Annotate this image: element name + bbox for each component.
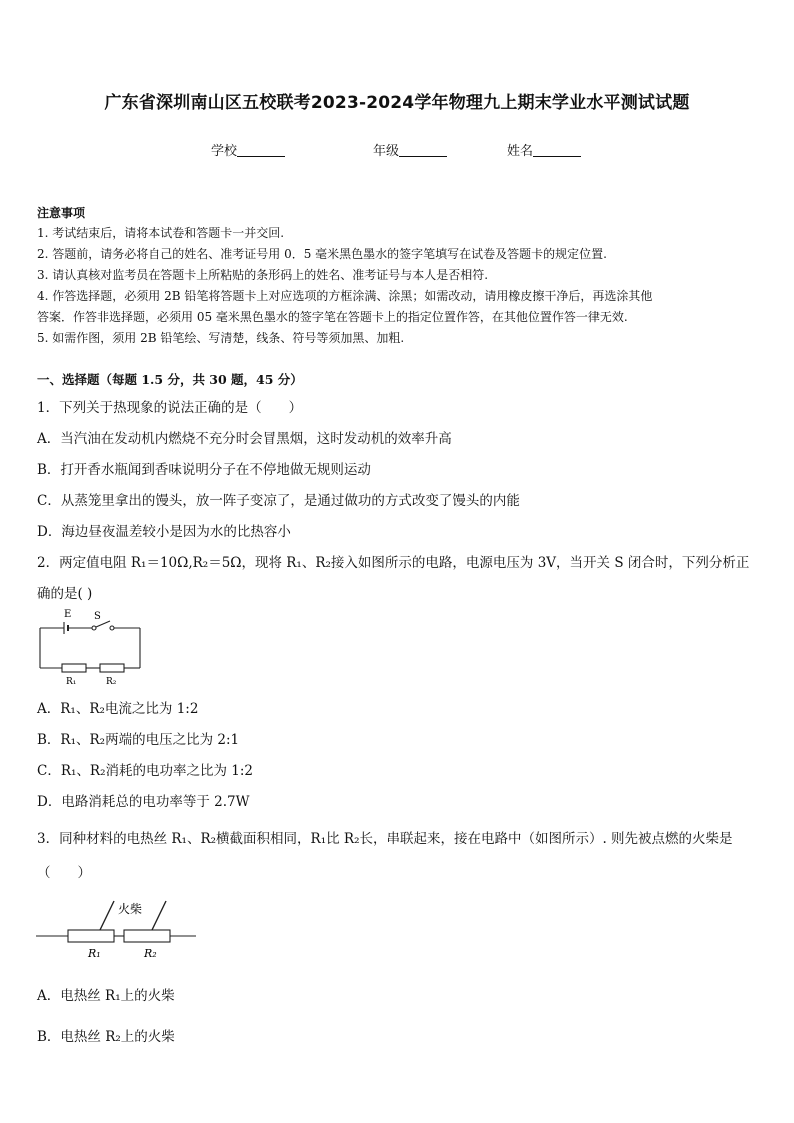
q1-option-a: A．当汽油在发动机内燃烧不充分时会冒黑烟，这时发动机的效率升高 [37,431,452,447]
notes-item: 3. 请认真核对监考员在答题卡上所粘贴的条形码上的姓名、准考证号与本人是否相符. [37,268,489,282]
q3-option-a: A．电热丝 R₁上的火柴 [37,988,175,1004]
q2-option-a: A．R₁、R₂电流之比为 1:2 [37,701,199,717]
q2-circuit-diagram [36,606,146,688]
q2-option-d: D．电路消耗总的电功率等于 2.7W [37,794,250,810]
q2-stem: 2．两定值电阻 R₁＝10Ω,R₂＝5Ω，现将 R₁、R₂接入如图所示的电路，电源电压为 3V，当开关 S 闭合时，下列分析正 [37,555,750,571]
resistor-r1 [62,664,86,672]
r1-label: R₁ [88,947,101,960]
school-field [211,140,285,159]
name-field [507,140,581,159]
grade-label: 年级 [373,144,400,159]
notes-item: 4. 作答选择题，必须用 2B 铅笔将答题卡上对应选项的方框涂满、涂黑；如需改动，请用橡皮擦干净后，再选涂其他 [37,289,653,303]
switch-contact [92,626,96,630]
q1-option-d: D．海边昼夜温差较小是因为水的比热容小 [37,524,291,540]
r2-label: R₂ [144,947,157,960]
grade-blank [399,143,447,157]
q3-stem: 3．同种材料的电热丝 R₁、R₂横截面积相同，R₁比 R₂长，串联起来，接在电路中（如图所示）. 则先被点燃的火柴是 [37,831,733,847]
q3-stem-cont: （ ） [37,865,91,881]
resistor-r2 [100,664,124,672]
notes-item: 1. 考试结束后，请将本试卷和答题卡一并交回. [37,226,285,240]
heating-wire-r1 [68,930,114,942]
school-label: 学校 [211,144,238,159]
q1-stem: 1．下列关于热现象的说法正确的是（ ） [37,400,303,416]
r2-label: R₂ [106,677,117,687]
q3-option-b: B．电热丝 R₂上的火柴 [37,1029,175,1045]
q1-option-b: B．打开香水瓶闻到香味说明分子在不停地做无规则运动 [37,462,371,478]
notes-heading: 注意事项 [37,206,86,220]
q2-option-c: C．R₁、R₂消耗的电功率之比为 1:2 [37,763,253,779]
q1-option-c: C．从蒸笼里拿出的馒头，放一阵子变凉了，是通过做功的方式改变了馒头的内能 [37,493,520,509]
name-label: 姓名 [507,144,534,159]
grade-field [373,140,447,159]
battery-label: E [64,609,72,620]
match-on-r2 [152,901,166,930]
notes-item: 5. 如需作图，须用 2B 铅笔绘、写清楚，线条、符号等须加黑、加粗. [37,331,405,345]
switch-label: S [94,611,101,622]
page-title: 广东省深圳南山区五校联考2023-2024学年物理九上期末学业水平测试试题 [104,93,690,113]
notes-item: 答案．作答非选择题，必须用 05 毫米黑色墨水的签字笔在答题卡上的指定位置作答，在其他位置作答一律无效. [37,310,628,324]
match-label: 火柴 [118,902,143,916]
section-heading: 一、选择题（每题 1.5 分，共 30 题，45 分） [37,372,303,387]
r1-label: R₁ [66,677,77,687]
match-on-r1 [100,901,114,930]
q2-stem-cont: 确的是( ) [37,586,93,602]
notes-item: 2. 答题前，请务必将自己的姓名、准考证号用 0．5 毫米黑色墨水的签字笔填写在试卷及答题卡的规定位置. [37,247,607,261]
q2-option-b: B．R₁、R₂两端的电压之比为 2:1 [37,732,240,748]
heating-wire-r2 [124,930,170,942]
school-blank [237,143,285,157]
name-blank [533,143,581,157]
q3-heating-wire-diagram [36,895,201,967]
